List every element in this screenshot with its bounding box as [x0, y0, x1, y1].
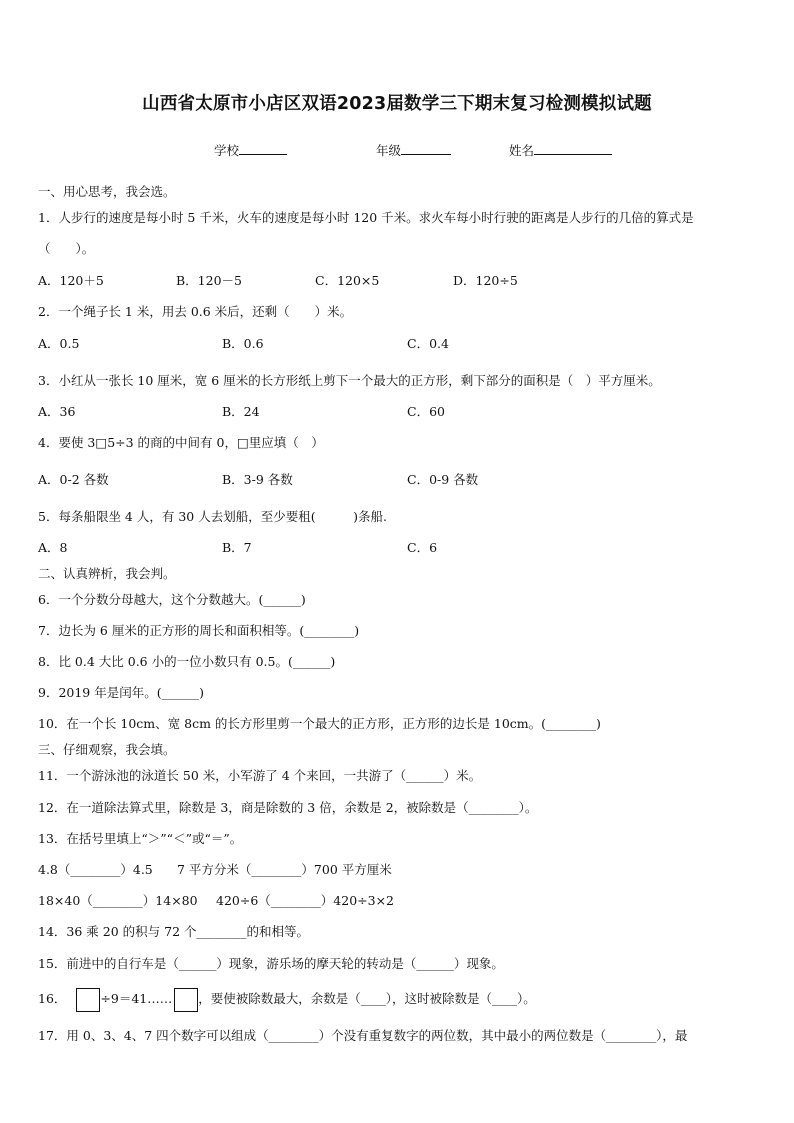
- question-8: 8．比 0.4 大比 0.6 小的一位小数只有 0.5。(______): [38, 654, 336, 669]
- name-label: 姓名: [509, 143, 535, 158]
- name-field: [509, 141, 612, 159]
- question-5: 5．每条船限坐 4 人，有 30 人去划船，至少要租( )条船.: [38, 509, 387, 524]
- question-16-number: 16．: [38, 991, 67, 1006]
- question-2: 2．一个绳子长 1 米，用去 0.6 米后，还剩（ ）米。: [38, 304, 353, 319]
- question-16-tail: ，要使被除数最大，余数是（____），这时被除数是（____）。: [198, 991, 536, 1006]
- question-5-option-c: C．6: [407, 540, 438, 555]
- question-14: 14．36 乘 20 的积与 72 个________的和相等。: [38, 924, 309, 939]
- question-4-option-c: C．0-9 各数: [407, 472, 479, 487]
- question-1-option-c: C．120×5: [315, 273, 380, 288]
- question-9: 9．2019 年是闰年。(______): [38, 685, 204, 700]
- school-label: 学校: [214, 143, 240, 158]
- question-4-option-a: A．0-2 各数: [38, 472, 109, 487]
- question-13-item-1: 4.8（________）4.5: [38, 862, 153, 877]
- question-2-option-b: B．0.6: [222, 336, 264, 351]
- section-1-heading: 一、用心思考，我会选。: [38, 184, 176, 199]
- question-3: 3．小红从一张长 10 厘米，宽 6 厘米的长方形纸上剪下一个最大的正方形，剩下部分的面积是（ ）平方厘米。: [38, 373, 661, 388]
- question-11: 11．一个游泳池的泳道长 50 米，小军游了 4 个来回，一共游了（______）米。: [38, 768, 482, 783]
- dividend-box: [76, 988, 100, 1012]
- question-3-option-b: B．24: [222, 404, 260, 419]
- question-1-line2: （ ）。: [38, 241, 95, 256]
- question-4-option-b: B．3-9 各数: [222, 472, 293, 487]
- question-4: 4．要使 3□5÷3 的商的中间有 0，□里应填（ ）: [38, 435, 324, 450]
- name-blank: [534, 142, 612, 155]
- question-2-option-a: A．0.5: [38, 336, 80, 351]
- question-16-middle: ÷9＝41……: [100, 991, 173, 1006]
- section-3-heading: 三、仔细观察，我会填。: [38, 742, 176, 757]
- question-13-item-4: 420÷6（________）420÷3×2: [216, 893, 394, 908]
- question-13-item-3: 18×40（________）14×80: [38, 893, 198, 908]
- question-12: 12．在一道除法算式里，除数是 3，商是除数的 3 倍，余数是 2，被除数是（________）。: [38, 800, 538, 815]
- question-17: 17．用 0、3、4、7 四个数字可以组成（________）个没有重复数字的两位数，其中最小的两位数是（________），最: [38, 1028, 688, 1043]
- page-title: 山西省太原市小店区双语2023届数学三下期末复习检测模拟试题: [142, 94, 652, 114]
- question-13-item-2: 7 平方分米（________）700 平方厘米: [177, 862, 392, 877]
- question-16: [38, 985, 536, 1013]
- grade-label: 年级: [376, 143, 402, 158]
- question-3-option-a: A．36: [38, 404, 76, 419]
- school-field: [214, 141, 287, 159]
- question-13: 13．在括号里填上“＞”“＜”或“＝”。: [38, 831, 243, 846]
- question-1-option-a: A．120＋5: [38, 273, 104, 288]
- question-1-option-d: D．120÷5: [453, 273, 518, 288]
- question-7: 7．边长为 6 厘米的正方形的周长和面积相等。(________): [38, 623, 360, 638]
- question-1-option-b: B．120－5: [176, 273, 242, 288]
- grade-blank: [401, 142, 451, 155]
- question-1-line1: 1．人步行的速度是每小时 5 千米，火车的速度是每小时 120 千米。求火车每小时行驶的距离是人步行的几倍的算式是: [38, 210, 694, 225]
- question-3-option-c: C．60: [407, 404, 445, 419]
- question-10: 10．在一个长 10cm、宽 8cm 的长方形里剪一个最大的正方形，正方形的边长是 10cm。(________): [38, 716, 601, 731]
- remainder-box: [174, 988, 198, 1012]
- question-5-option-a: A．8: [38, 540, 68, 555]
- question-5-option-b: B．7: [222, 540, 252, 555]
- grade-field: [376, 141, 451, 159]
- question-2-option-c: C．0.4: [407, 336, 449, 351]
- question-6: 6．一个分数分母越大，这个分数越大。(______): [38, 592, 306, 607]
- section-2-heading: 二、认真辨析，我会判。: [38, 566, 176, 581]
- school-blank: [239, 142, 287, 155]
- question-15: 15．前进中的自行车是（______）现象，游乐场的摩天轮的转动是（______）现象。: [38, 956, 504, 971]
